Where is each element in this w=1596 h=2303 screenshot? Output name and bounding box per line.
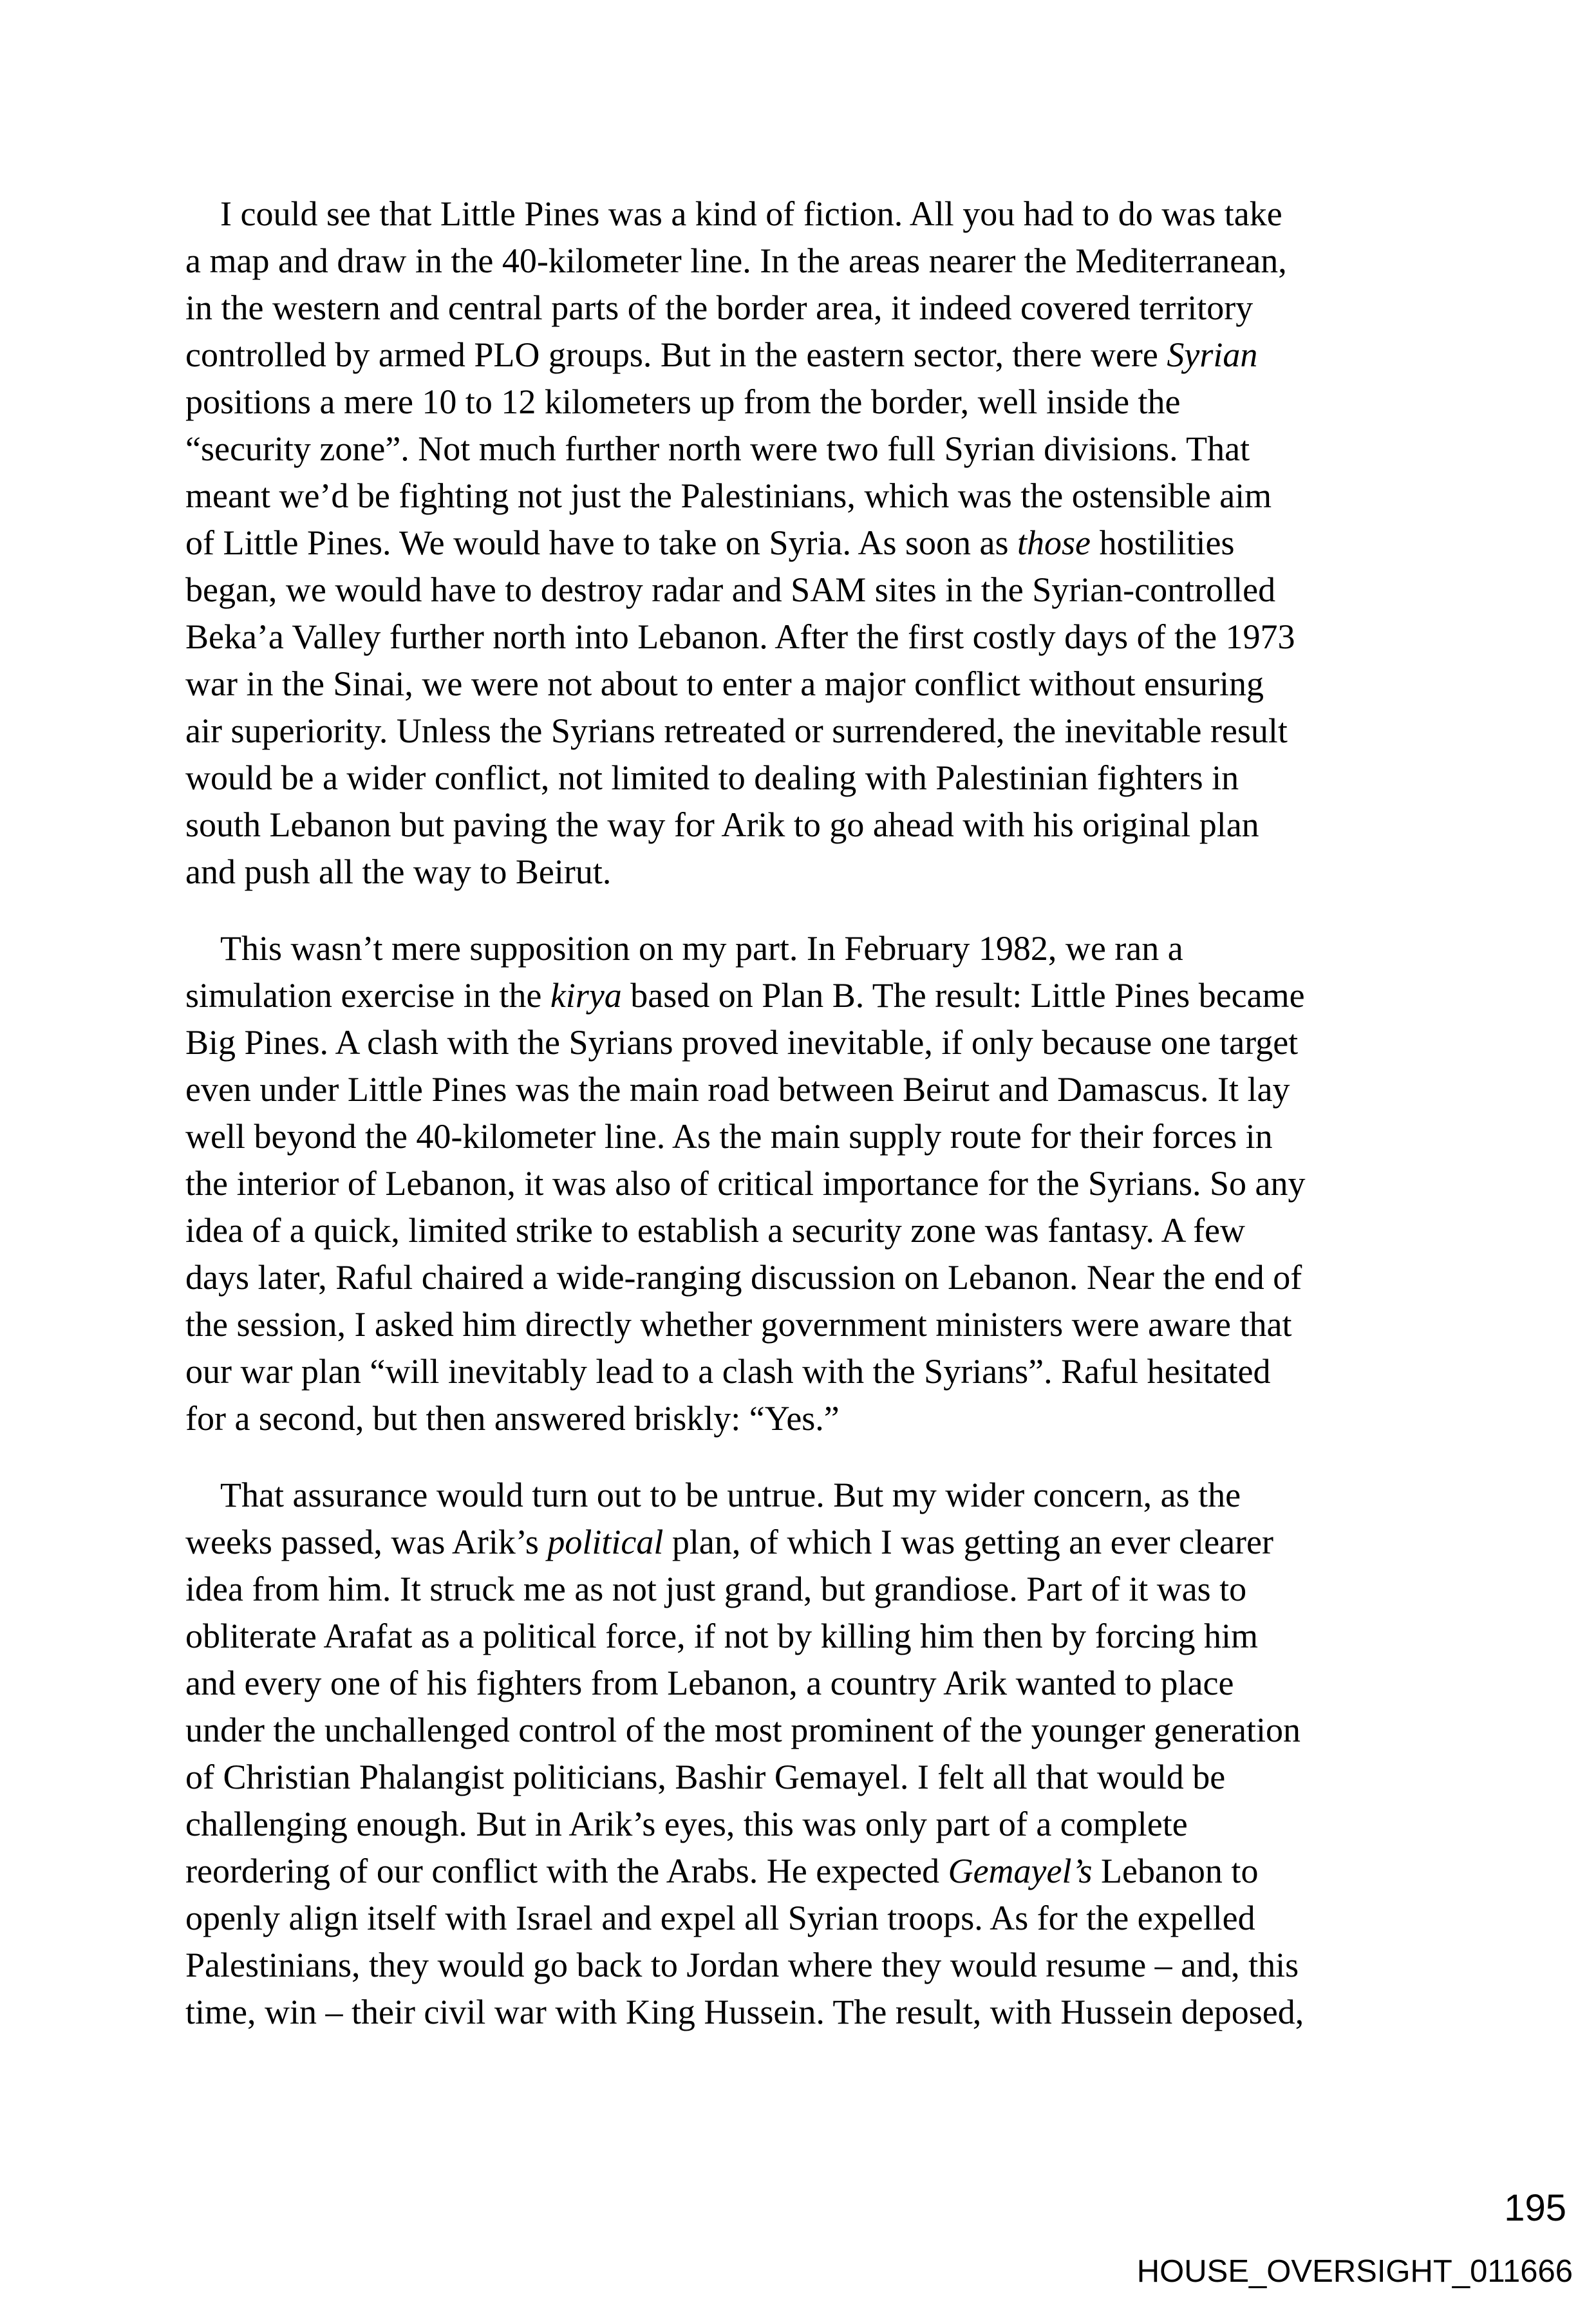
text-segment: days later, Raful chaired a wide-ranging discussion on Lebanon. Near the end of <box>185 1258 1302 1297</box>
text-line <box>185 1113 1467 1160</box>
text-line <box>185 972 1467 1019</box>
paragraph <box>185 925 1467 1442</box>
text-line <box>185 1301 1467 1348</box>
text-segment: of Christian Phalangist politicians, Bashir Gemayel. I felt all that would be <box>185 1758 1226 1796</box>
text-line <box>185 332 1467 379</box>
text-segment: and push all the way to Beirut. <box>185 852 612 891</box>
text-line <box>185 1066 1467 1113</box>
text-segment: the interior of Lebanon, it was also of critical importance for the Syrians. So any <box>185 1164 1306 1203</box>
text-line <box>185 1848 1467 1895</box>
text-segment: I could see that Little Pines was a kind of fiction. All you had to do was take <box>220 194 1282 233</box>
text-segment: obliterate Arafat as a political force, if not by killing him then by forcing him <box>185 1617 1259 1655</box>
text-segment: of Little Pines. We would have to take on Syria. As soon as <box>185 523 1017 562</box>
text-line <box>185 1754 1467 1801</box>
text-segment: for a second, but then answered briskly: “Yes.” <box>185 1399 840 1438</box>
paragraph <box>185 1472 1467 2036</box>
text-line <box>185 1989 1467 2036</box>
page-number: 195 <box>1504 2187 1566 2229</box>
italic-text-segment: Gemayel’s <box>948 1852 1093 1890</box>
text-segment: This wasn’t mere supposition on my part. In February 1982, we ran a <box>220 929 1183 968</box>
text-segment: even under Little Pines was the main road between Beirut and Damascus. It lay <box>185 1070 1290 1109</box>
text-line <box>185 1472 1467 1519</box>
text-line <box>185 1207 1467 1254</box>
text-line <box>185 1160 1467 1207</box>
text-segment: plan, of which I was getting an ever clearer <box>663 1523 1273 1561</box>
text-segment: meant we’d be fighting not just the Palestinians, which was the ostensible aim <box>185 476 1272 515</box>
text-segment: the session, I asked him directly whether government ministers were aware that <box>185 1305 1292 1344</box>
text-line <box>185 755 1467 802</box>
text-segment: our war plan “will inevitably lead to a clash with the Syrians”. Raful hesitated <box>185 1352 1271 1391</box>
text-segment: war in the Sinai, we were not about to enter a major conflict without ensuring <box>185 664 1264 703</box>
text-line <box>185 1660 1467 1707</box>
text-segment: a map and draw in the 40-kilometer line. In the areas nearer the Mediterranean, <box>185 241 1287 280</box>
text-line <box>185 925 1467 972</box>
text-line <box>185 379 1467 426</box>
text-line <box>185 1707 1467 1754</box>
text-line <box>185 1019 1467 1066</box>
text-segment: Palestinians, they would go back to Jordan where they would resume – and, this <box>185 1946 1299 1984</box>
text-segment: Big Pines. A clash with the Syrians proved inevitable, if only because one target <box>185 1023 1299 1062</box>
paragraph <box>185 191 1467 896</box>
text-line <box>185 1395 1467 1442</box>
text-line <box>185 520 1467 567</box>
text-segment: simulation exercise in the <box>185 976 550 1015</box>
text-line <box>185 1254 1467 1301</box>
text-segment: reordering of our conflict with the Arabs. He expected <box>185 1852 948 1890</box>
text-line <box>185 614 1467 661</box>
text-segment: and every one of his fighters from Lebanon, a country Arik wanted to place <box>185 1664 1234 1702</box>
text-segment: based on Plan B. The result: Little Pines became <box>621 976 1305 1015</box>
text-segment: hostilities <box>1091 523 1235 562</box>
text-line <box>185 426 1467 473</box>
text-line <box>185 1519 1467 1566</box>
text-segment: “security zone”. Not much further north were two full Syrian divisions. That <box>185 429 1250 468</box>
text-line <box>185 473 1467 520</box>
text-line <box>185 285 1467 332</box>
text-segment: in the western and central parts of the border area, it indeed covered territory <box>185 288 1253 327</box>
text-line <box>185 567 1467 614</box>
italic-text-segment: kirya <box>550 976 622 1015</box>
text-line <box>185 661 1467 708</box>
text-line <box>185 1895 1467 1942</box>
text-line <box>185 802 1467 849</box>
text-segment: challenging enough. But in Arik’s eyes, this was only part of a complete <box>185 1805 1188 1843</box>
text-segment: began, we would have to destroy radar and SAM sites in the Syrian-controlled <box>185 570 1276 609</box>
text-segment: Beka’a Valley further north into Lebanon. After the first costly days of the 1973 <box>185 617 1295 656</box>
text-segment: weeks passed, was Arik’s <box>185 1523 548 1561</box>
text-segment: time, win – their civil war with King Hussein. The result, with Hussein deposed, <box>185 1993 1304 2031</box>
text-line <box>185 849 1467 896</box>
italic-text-segment: Syrian <box>1167 335 1258 374</box>
page-text <box>185 191 1467 2036</box>
text-segment: south Lebanon but paving the way for Arik to go ahead with his original plan <box>185 805 1259 844</box>
text-segment: idea of a quick, limited strike to establish a security zone was fantasy. A few <box>185 1211 1246 1250</box>
text-segment: air superiority. Unless the Syrians retreated or surrendered, the inevitable result <box>185 711 1288 750</box>
text-segment: under the unchallenged control of the most prominent of the younger generation <box>185 1711 1300 1749</box>
text-line <box>185 1942 1467 1989</box>
text-line <box>185 1613 1467 1660</box>
text-line <box>185 1348 1467 1395</box>
text-line <box>185 238 1467 285</box>
text-segment: would be a wider conflict, not limited to dealing with Palestinian fighters in <box>185 758 1239 797</box>
bates-stamp: HOUSE_OVERSIGHT_011666 <box>1136 2254 1573 2289</box>
text-segment: well beyond the 40-kilometer line. As the main supply route for their forces in <box>185 1117 1273 1156</box>
text-segment: That assurance would turn out to be untrue. But my wider concern, as the <box>220 1476 1241 1514</box>
text-line <box>185 708 1467 755</box>
italic-text-segment: political <box>547 1523 664 1561</box>
text-line <box>185 191 1467 238</box>
text-segment: controlled by armed PLO groups. But in the eastern sector, there were <box>185 335 1167 374</box>
text-segment: positions a mere 10 to 12 kilometers up from the border, well inside the <box>185 382 1181 421</box>
text-line <box>185 1801 1467 1848</box>
text-segment: openly align itself with Israel and expel all Syrian troops. As for the expelled <box>185 1899 1255 1937</box>
text-segment: idea from him. It struck me as not just grand, but grandiose. Part of it was to <box>185 1570 1247 1608</box>
text-line <box>185 1566 1467 1613</box>
text-segment: Lebanon to <box>1092 1852 1259 1890</box>
italic-text-segment: those <box>1017 523 1091 562</box>
